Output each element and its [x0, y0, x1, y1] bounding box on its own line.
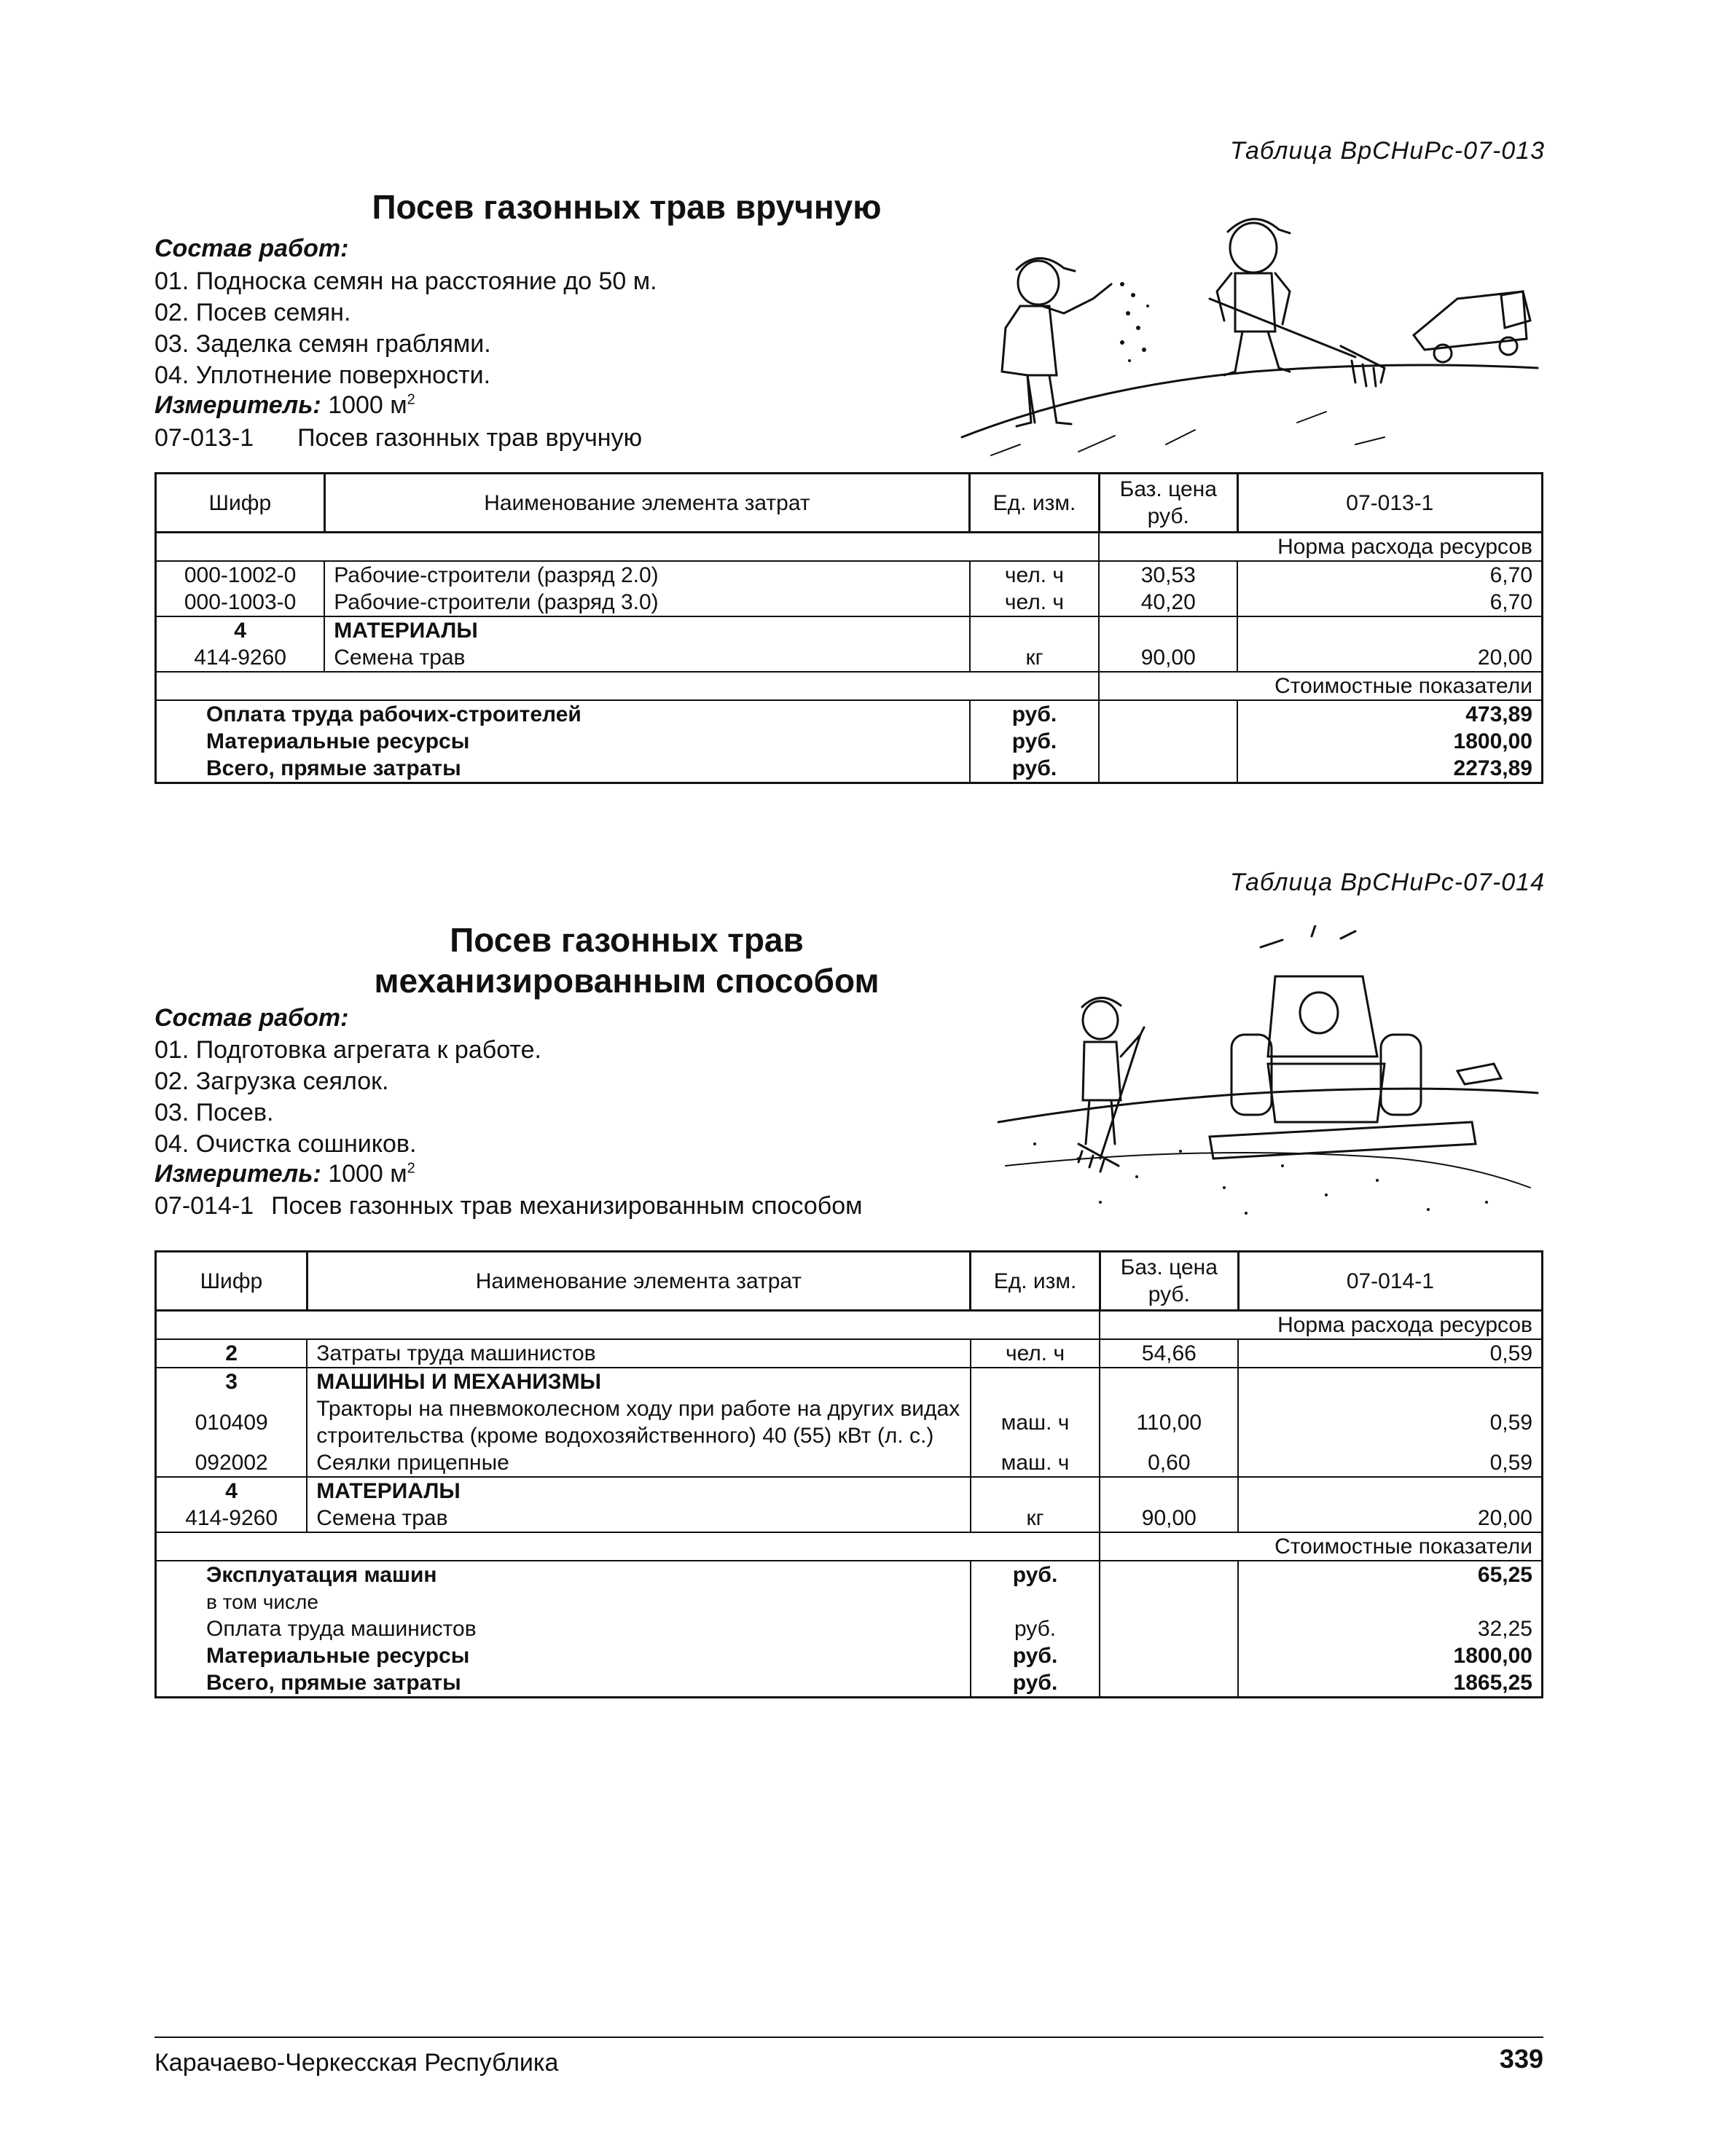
cell-value: 0,59: [1238, 1395, 1542, 1449]
cell-value: 20,00: [1237, 644, 1542, 672]
code-line: [154, 1192, 863, 1220]
cell-unit: маш. ч: [971, 1395, 1100, 1449]
total-unit: руб.: [971, 1561, 1100, 1588]
total-value: [1238, 1588, 1542, 1615]
measure-sup: 2: [407, 1160, 415, 1177]
cell-name: Рабочие-строители (разряд 2.0): [324, 561, 969, 589]
code-description: Посев газонных трав вручную: [297, 424, 643, 452]
measure-line: [154, 1160, 415, 1188]
total-label: Материальные ресурсы: [156, 1642, 971, 1669]
table-row: [156, 1505, 1543, 1532]
code-line: [154, 424, 642, 452]
header-code: 07-014-1: [1238, 1252, 1542, 1311]
total-unit: руб.: [971, 1615, 1100, 1642]
header-price: Баз. цена руб.: [1100, 1252, 1238, 1311]
header-name: Наименование элемента затрат: [307, 1252, 970, 1311]
cell-shifr: 4: [156, 616, 325, 644]
work-steps-list: [154, 1035, 541, 1160]
cell-price: 0,60: [1100, 1449, 1238, 1477]
cell-shifr: 2: [156, 1339, 308, 1368]
cell-unit: чел. ч: [970, 589, 1100, 616]
work-step: 02. Посев семян.: [154, 299, 351, 326]
total-row: [156, 728, 1543, 755]
header-unit: Ед. изм.: [971, 1252, 1100, 1311]
total-unit: руб.: [971, 1669, 1100, 1698]
table-header-row: [156, 474, 1543, 533]
work-step: 04. Очистка сошников.: [154, 1130, 417, 1158]
cost-table: [154, 1250, 1543, 1698]
cell-unit: [971, 1368, 1100, 1395]
cell-unit: кг: [971, 1505, 1100, 1532]
cell-value: 6,70: [1237, 561, 1542, 589]
header-shifr: Шифр: [156, 1252, 308, 1311]
cell-value: 0,59: [1238, 1339, 1542, 1368]
cell-shifr: 4: [156, 1477, 308, 1505]
work-step: 01. Подготовка агрегата к работе.: [154, 1036, 541, 1064]
total-label: Всего, прямые затраты: [156, 755, 970, 783]
total-row: [156, 1615, 1543, 1642]
cost-label: Стоимостные показатели: [1100, 1532, 1542, 1561]
total-value: 1865,25: [1238, 1669, 1542, 1698]
footer-region: Карачаево-Черкесская Республика: [154, 2049, 559, 2077]
work-composition-label: Состав работ:: [154, 1004, 349, 1032]
cell-shifr: 414-9260: [156, 644, 325, 672]
cell-shifr: 010409: [156, 1395, 308, 1449]
total-row: [156, 1588, 1543, 1615]
table-row: [156, 561, 1543, 589]
code-description: Посев газонных трав механизированным способом: [271, 1192, 863, 1220]
cell-price: 30,53: [1099, 561, 1237, 589]
page-number: 339: [1499, 2044, 1543, 2074]
footer-divider: [154, 2037, 1543, 2038]
table-row: [156, 1368, 1543, 1395]
cell-price: 110,00: [1100, 1395, 1238, 1449]
cell-shifr: 414-9260: [156, 1505, 308, 1532]
cell-value: 20,00: [1238, 1505, 1542, 1532]
section-row: [156, 672, 1543, 700]
work-step: 03. Заделка семян граблями.: [154, 330, 491, 358]
measure-value: 1000 м: [328, 1160, 407, 1188]
cell-name: Семена трав: [307, 1505, 970, 1532]
cell-value: 6,70: [1237, 589, 1542, 616]
cell-unit: чел. ч: [970, 561, 1100, 589]
table-reference: Таблица ВрСНиРс-07-013: [1229, 137, 1545, 165]
cell-unit: [970, 616, 1100, 644]
total-label: Оплата труда машинистов: [156, 1615, 971, 1642]
work-step: 02. Загрузка сеялок.: [154, 1067, 389, 1095]
cell-value: [1238, 1477, 1542, 1505]
work-steps-list: [154, 266, 657, 391]
table-reference: Таблица ВрСНиРс-07-014: [1229, 869, 1545, 896]
cell-unit: чел. ч: [971, 1339, 1100, 1368]
total-row: [156, 1561, 1543, 1588]
header-name: Наименование элемента затрат: [324, 474, 969, 533]
table-row: [156, 644, 1543, 672]
cost-table: [154, 472, 1543, 784]
total-label: Всего, прямые затраты: [156, 1669, 971, 1698]
measure-sup: 2: [407, 391, 415, 408]
norm-label: Норма расхода ресурсов: [1099, 533, 1542, 562]
total-unit: руб.: [970, 700, 1100, 728]
cell-name: МАШИНЫ И МЕХАНИЗМЫ: [307, 1368, 970, 1395]
measure-value: 1000 м: [328, 391, 407, 419]
section-row: [156, 533, 1543, 562]
cell-shifr: 092002: [156, 1449, 308, 1477]
table-row: [156, 1449, 1543, 1477]
total-label: Материальные ресурсы: [156, 728, 970, 755]
measure-label: Измеритель:: [154, 1160, 321, 1188]
cell-price: 54,66: [1100, 1339, 1238, 1368]
table-row: [156, 616, 1543, 644]
cell-unit: [971, 1477, 1100, 1505]
cell-name: Рабочие-строители (разряд 3.0): [324, 589, 969, 616]
total-row: [156, 1642, 1543, 1669]
cell-name: Затраты труда машинистов: [307, 1339, 970, 1368]
total-value: 2273,89: [1237, 755, 1542, 783]
work-step: 03. Посев.: [154, 1099, 274, 1126]
work-step: 04. Уплотнение поверхности.: [154, 361, 491, 389]
cell-name: Сеялки прицепные: [307, 1449, 970, 1477]
table-row: [156, 1395, 1543, 1449]
title-line: Посев газонных трав: [450, 921, 804, 959]
total-row: [156, 700, 1543, 728]
cell-price: [1100, 1368, 1238, 1395]
measure-line: [154, 391, 415, 420]
section-title: [189, 920, 1064, 1001]
cell-name: МАТЕРИАЛЫ: [307, 1477, 970, 1505]
cell-price: [1100, 1477, 1238, 1505]
table-header-row: [156, 1252, 1543, 1311]
manual-sowing-illustration: [947, 204, 1545, 466]
norm-label: Норма расхода ресурсов: [1100, 1311, 1542, 1340]
mechanized-sowing-illustration: [991, 925, 1545, 1239]
cell-value: 0,59: [1238, 1449, 1542, 1477]
cell-price: 90,00: [1099, 644, 1237, 672]
table-row: [156, 589, 1543, 616]
total-row: [156, 1669, 1543, 1698]
section-title: Посев газонных трав вручную: [372, 188, 882, 226]
table-row: [156, 1477, 1543, 1505]
total-label: в том числе: [156, 1588, 971, 1615]
header-code: 07-013-1: [1237, 474, 1542, 533]
cell-name: Тракторы на пневмоколесном ходу при работе на других видах строительства (кроме водохозяйственного) 40 (55) кВт (л. с.): [307, 1395, 970, 1449]
total-value: 65,25: [1238, 1561, 1542, 1588]
header-price: Баз. цена руб.: [1099, 474, 1237, 533]
header-unit: Ед. изм.: [970, 474, 1100, 533]
work-composition-label: Состав работ:: [154, 235, 349, 262]
cell-value: [1237, 616, 1542, 644]
total-value: 1800,00: [1237, 728, 1542, 755]
total-row: [156, 755, 1543, 783]
total-unit: руб.: [971, 1642, 1100, 1669]
cell-price: 40,20: [1099, 589, 1237, 616]
cell-name: Семена трав: [324, 644, 969, 672]
total-label: Эксплуатация машин: [156, 1561, 971, 1588]
cell-unit: кг: [970, 644, 1100, 672]
total-value: 1800,00: [1238, 1642, 1542, 1669]
section-row: [156, 1311, 1543, 1340]
measure-label: Измеритель:: [154, 391, 321, 419]
header-shifr: Шифр: [156, 474, 325, 533]
cell-shifr: 3: [156, 1368, 308, 1395]
cost-label: Стоимостные показатели: [1099, 672, 1542, 700]
cell-value: [1238, 1368, 1542, 1395]
cell-price: 90,00: [1100, 1505, 1238, 1532]
total-value: 32,25: [1238, 1615, 1542, 1642]
code: 07-014-1: [154, 1192, 254, 1220]
work-step: 01. Подноска семян на расстояние до 50 м.: [154, 267, 657, 295]
cell-shifr: 000-1002-0: [156, 561, 325, 589]
total-value: 473,89: [1237, 700, 1542, 728]
total-unit: руб.: [970, 755, 1100, 783]
total-unit: [971, 1588, 1100, 1615]
cell-unit: маш. ч: [971, 1449, 1100, 1477]
cell-name: МАТЕРИАЛЫ: [324, 616, 969, 644]
section-row: [156, 1532, 1543, 1561]
table-row: [156, 1339, 1543, 1368]
total-unit: руб.: [970, 728, 1100, 755]
total-label: Оплата труда рабочих-строителей: [156, 700, 970, 728]
title-line: механизированным способом: [374, 962, 880, 1000]
code: 07-013-1: [154, 424, 254, 452]
cell-shifr: 000-1003-0: [156, 589, 325, 616]
cell-price: [1099, 616, 1237, 644]
